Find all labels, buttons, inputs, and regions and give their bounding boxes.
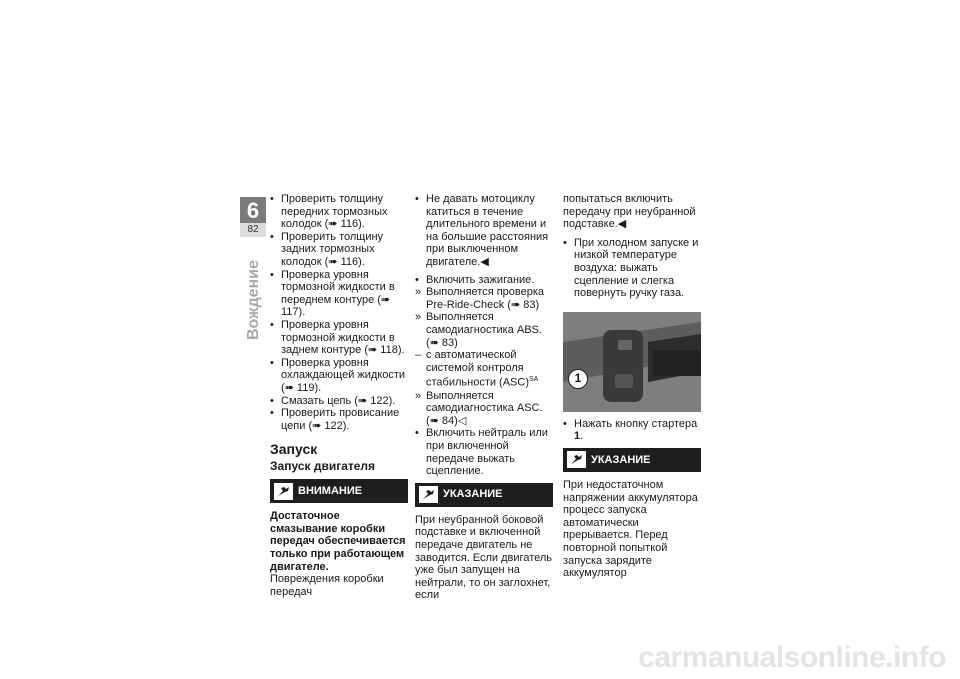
note-label: УКАЗАНИЕ: [443, 488, 503, 501]
list-item: • Проверка уровня тормозной жидкости в переднем контуре (➠ 117).: [270, 268, 395, 319]
warning-wrench-icon: [274, 483, 293, 500]
list-item: • Проверить провисание цепи (➠ 122).: [270, 407, 400, 432]
cold-start-item: • При холодном запуске и низкой температуре воздуха: выжать сцепление и слегка повернуть ручку газа.: [563, 236, 699, 300]
column-1: [270, 193, 408, 598]
note-text: При неубранной боковой подставке и включенной передаче двигатель не заводится. Если двигатель уже был запущен на нейтрали, то он заглохнет, если: [415, 513, 553, 602]
list-item: • Проверить толщину задних тормозных колодок (➠ 116).: [270, 230, 384, 268]
warning-text: Повреждения коробки передач: [270, 573, 384, 598]
warning-banner: [270, 479, 408, 503]
note-text-2: При недостаточном напряжении аккумулятора процесс запуска автоматически прерывается. Перед повторной попыткой запуска зарядите аккумулятор: [563, 478, 698, 580]
note-wrench-icon-2: [567, 451, 586, 468]
list-item: • Не давать мотоциклу катиться в течение длительного времени и на большие расстояния при выключенном двигателе.◀: [415, 193, 549, 268]
chapter-tab: [240, 197, 266, 237]
subsection-heading: Запуск двигателя: [270, 459, 376, 474]
sa-label: SA: [529, 376, 539, 384]
list-item: • Включить нейтраль или при включенной передаче выжать сцепление.: [415, 427, 548, 478]
list-item: • Смазать цепь (➠ 122).: [270, 394, 396, 407]
press-starter-item: • Нажать кнопку стартера 1.: [563, 417, 698, 443]
checks-list: [270, 193, 408, 432]
warning-label: ВНИМАНИЕ: [298, 484, 363, 497]
note-banner: [415, 483, 553, 507]
note-label-2: УКАЗАНИЕ: [591, 453, 651, 466]
note-wrench-icon: [419, 486, 438, 503]
chapter-number: 6: [246, 198, 260, 223]
list-item: • Проверка уровня охлаждающей жидкости (➠ 119).: [270, 356, 406, 394]
list-item: » Выполняется самодиагностика ABS. (➠ 83): [415, 311, 542, 349]
list-item: • Проверить толщину передних тормозных колодок (➠ 116).: [270, 193, 388, 231]
list-item: – с автоматической системой контроля стабильности (ASC)$^{SA}$: [415, 349, 539, 389]
section-heading: Запуск: [270, 441, 318, 458]
list-item: » Выполняется проверка Pre-Ride-Check (➠ 83): [415, 286, 545, 311]
list-item: • Проверка уровня тормозной жидкости в заднем контуре (➠ 118).: [270, 318, 405, 357]
note-banner-2: [563, 448, 701, 472]
list-item: » Выполняется самодиагностика ASC. (➠ 84)◁: [415, 389, 543, 427]
handlebar-illustration: [563, 312, 701, 412]
continued-text: попытаться включить передачу при неубранной подставке.◀: [563, 193, 696, 231]
column-2: [415, 193, 553, 602]
footer-watermark: carmanualsonline.info: [638, 641, 946, 674]
page-number: 82: [240, 223, 266, 237]
photo-callout: 1: [568, 369, 588, 389]
handlebar-photo: [563, 312, 701, 412]
steps-list: [415, 193, 553, 478]
warning-bold-text: Достаточное смазывание коробки передач обеспечивается только при работающем двигателе.: [270, 510, 406, 573]
side-label: Вождение: [245, 260, 262, 340]
list-item: • Включить зажигание.: [415, 273, 535, 286]
column-3: [563, 193, 701, 580]
